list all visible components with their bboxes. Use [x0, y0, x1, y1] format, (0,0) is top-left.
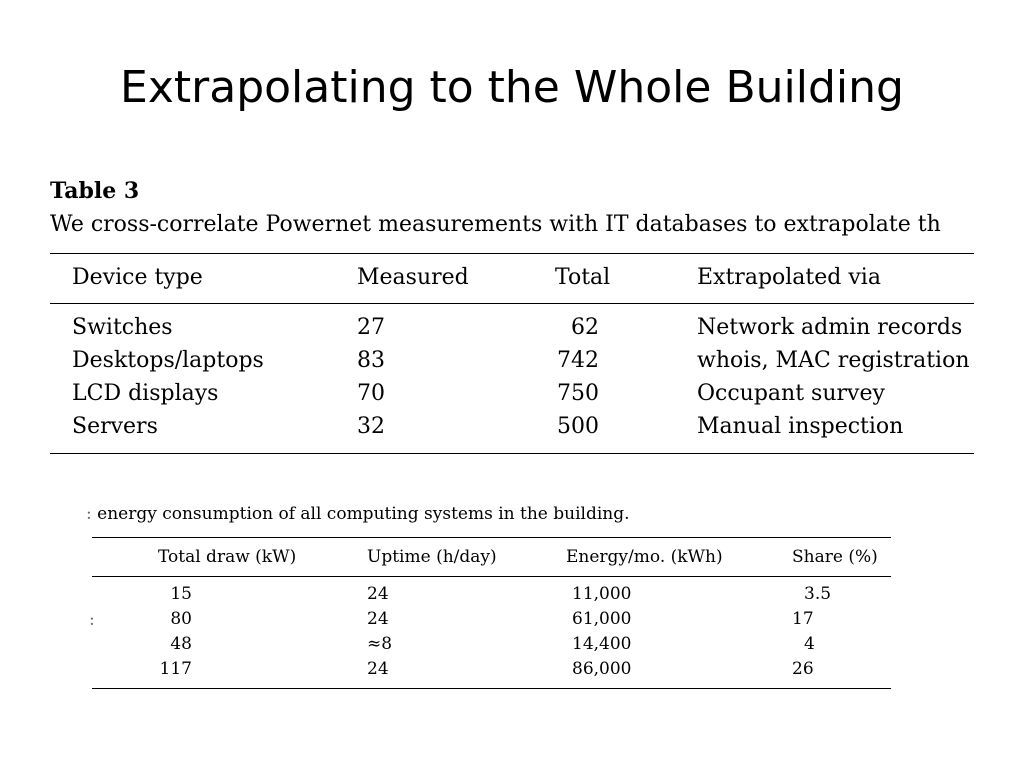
cell-share: 3.5: [804, 584, 832, 604]
cell-measured: 27: [357, 315, 385, 340]
table-bottom-rule: [50, 453, 974, 454]
table-header-rule: [92, 576, 891, 577]
header-total: Total: [555, 265, 611, 290]
cell-device: Servers: [72, 414, 158, 439]
cell-total: 62: [571, 315, 599, 340]
table-top-rule: [50, 253, 974, 254]
cell-uptime: 24: [367, 659, 389, 679]
header-measured: Measured: [357, 265, 469, 290]
cell-total-draw: 15: [170, 584, 192, 604]
cell-total: 750: [557, 381, 599, 406]
cell-total-draw: 48: [170, 634, 192, 654]
cell-energy: 14,400: [572, 634, 632, 654]
cell-energy: 86,000: [572, 659, 632, 679]
cell-total: 742: [557, 348, 599, 373]
cell-uptime: 24: [367, 609, 389, 629]
cell-measured: 32: [357, 414, 385, 439]
cell-share: 26: [792, 659, 814, 679]
cropped-glyph: :: [89, 610, 95, 630]
table-top-rule: [92, 537, 891, 538]
cell-device: Switches: [72, 315, 173, 340]
header-energy: Energy/mo. (kWh): [566, 547, 723, 567]
header-total-draw: Total draw (kW): [158, 547, 297, 567]
cell-total: 500: [557, 414, 599, 439]
table-3-continuation-image: [86, 500, 892, 700]
cell-energy: 11,000: [572, 584, 632, 604]
cell-share: 4: [804, 634, 815, 654]
cell-extrapolated: Manual inspection: [697, 414, 904, 439]
cell-measured: 70: [357, 381, 385, 406]
cell-total-draw: 117: [159, 659, 192, 679]
header-share: Share (%): [792, 547, 878, 567]
cell-extrapolated: whois, MAC registration: [697, 348, 970, 373]
slide-title: Extrapolating to the Whole Building: [120, 62, 904, 113]
cell-extrapolated: Network admin records: [697, 315, 963, 340]
table-caption: We cross-correlate Powernet measurements with IT databases to extrapolate th: [50, 212, 941, 237]
cell-uptime: 24: [367, 584, 389, 604]
cell-total-draw: 80: [170, 609, 192, 629]
header-extrapolated-via: Extrapolated via: [697, 265, 881, 290]
table-3-image: [50, 176, 974, 466]
cell-share: 17: [792, 609, 814, 629]
table-bottom-rule: [92, 688, 891, 689]
cell-device: Desktops/laptops: [72, 348, 264, 373]
cell-device: LCD displays: [72, 381, 219, 406]
cell-extrapolated: Occupant survey: [697, 381, 885, 406]
cell-uptime: ≈8: [367, 634, 393, 654]
header-device-type: Device type: [72, 265, 203, 290]
cell-measured: 83: [357, 348, 385, 373]
header-uptime: Uptime (h/day): [367, 547, 497, 567]
cell-energy: 61,000: [572, 609, 632, 629]
table-label: Table 3: [50, 178, 140, 204]
table-header-rule: [50, 303, 974, 304]
table-caption-continued: : energy consumption of all computing systems in the building.: [86, 504, 630, 524]
